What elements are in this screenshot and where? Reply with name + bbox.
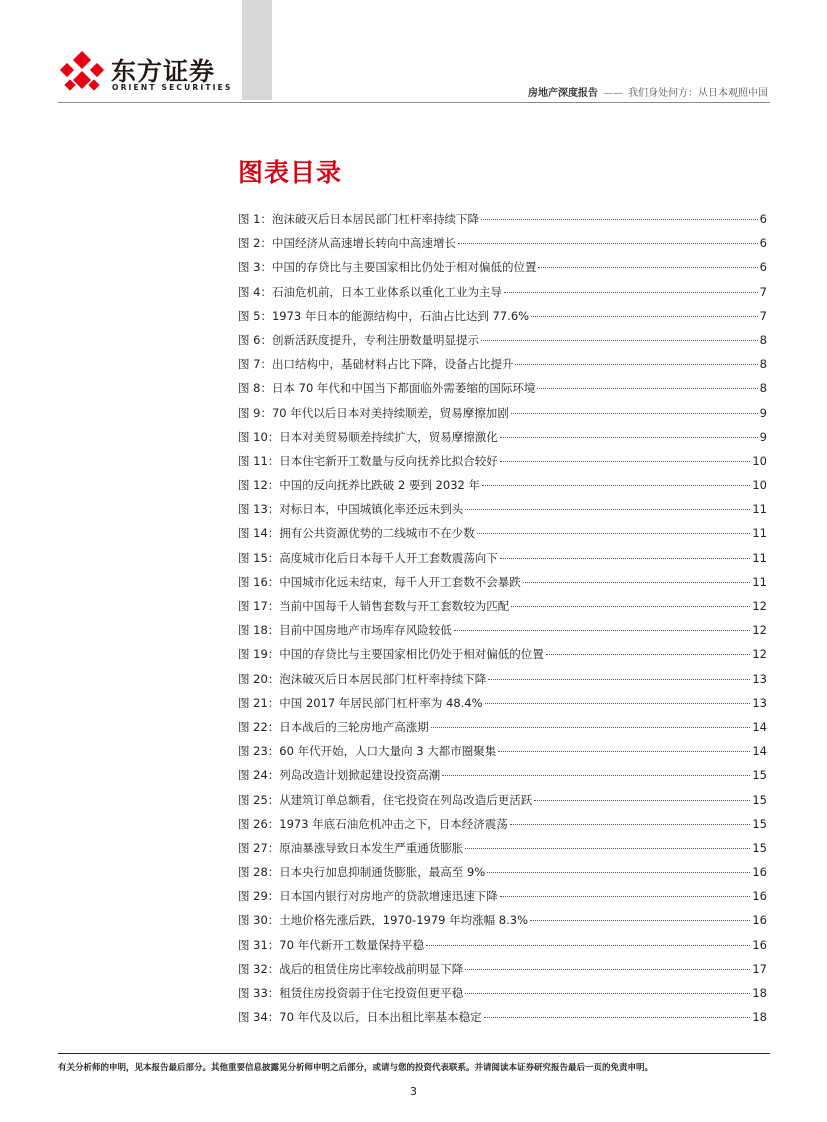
toc-leader-dots — [510, 824, 751, 825]
orient-logo-icon — [58, 50, 106, 96]
header-decor-bar — [242, 0, 272, 100]
toc-item[interactable] — [238, 719, 767, 743]
toc-leader-dots — [530, 920, 750, 921]
toc-item-label: 图 16：中国城市化远未结束，每千人开工套数不会暴跌 — [238, 574, 521, 589]
company-name-en: ORIENT SECURITIES — [112, 83, 233, 92]
title-separator: —— — [603, 88, 623, 99]
toc-leader-dots — [523, 582, 751, 583]
toc-leader-dots — [482, 485, 750, 486]
toc-item-page: 16 — [752, 865, 767, 880]
toc-item-page: 8 — [759, 357, 767, 372]
toc-leader-dots — [484, 1017, 751, 1018]
report-type: 房地产深度报告 — [528, 88, 598, 99]
toc-leader-dots — [500, 437, 758, 438]
toc-item-page: 9 — [759, 429, 767, 444]
toc-item-label: 图 14：拥有公共资源优势的二线城市不在少数 — [238, 526, 475, 541]
toc-leader-dots — [515, 364, 757, 365]
toc-leader-dots — [537, 388, 757, 389]
toc-item-label: 图 19：中国的存贷比与主要国家相比仍处于相对偏低的位置 — [238, 647, 544, 662]
report-title-text: 我们身处何方：从日本观照中国 — [628, 88, 768, 99]
toc-item-label: 图 20：泡沫破灭后日本居民部门杠杆率持续下降 — [238, 671, 487, 686]
toc-item-label: 图 31：70 年代新开工数量保持平稳 — [238, 937, 425, 952]
report-header-title — [528, 84, 768, 99]
toc-item-label: 图 18：目前中国房地产市场库存风险较低 — [238, 623, 452, 638]
toc-item-label: 图 28：日本央行加息抑制通货膨胀，最高至 9% — [238, 865, 486, 880]
toc-item[interactable] — [238, 840, 767, 864]
toc-item-page: 16 — [752, 913, 767, 928]
toc-item-label: 图 27：原油暴涨导致日本发生严重通货膨胀 — [238, 840, 464, 855]
toc-item-label: 图 26：1973 年底石油危机冲击之下，日本经济震荡 — [238, 816, 508, 831]
page-number: 3 — [410, 1085, 417, 1098]
toc-item-page: 6 — [759, 212, 767, 226]
toc-item-label: 图 21：中国 2017 年居民部门杠杆率为 48.4% — [238, 695, 483, 710]
toc-item[interactable] — [238, 477, 767, 501]
toc-item-page: 10 — [752, 453, 767, 468]
toc-leader-dots — [500, 558, 751, 559]
toc-item-label: 图 2：中国经济从高速增长转向中高速增长 — [238, 236, 456, 251]
toc-item[interactable] — [238, 574, 767, 598]
toc-item[interactable] — [238, 937, 767, 961]
toc-item-page: 14 — [752, 744, 767, 759]
toc-item[interactable] — [238, 525, 767, 549]
toc-item-page: 14 — [752, 719, 767, 734]
toc-item-label: 图 17：当前中国每千人销售套数与开工套数较为匹配 — [238, 599, 510, 613]
toc-item-label: 图 25：从建筑订单总额看，住宅投资在列岛改造后更活跃 — [238, 792, 533, 807]
toc-leader-dots — [488, 679, 750, 680]
toc-item-page: 12 — [752, 647, 767, 662]
toc-item-page: 11 — [752, 574, 767, 589]
toc-item-page: 7 — [759, 284, 767, 299]
company-logo — [58, 50, 233, 96]
toc-item[interactable] — [238, 405, 767, 429]
toc-leader-dots — [465, 848, 750, 849]
toc-item-page: 16 — [752, 937, 767, 952]
toc-item[interactable] — [238, 1009, 767, 1033]
toc-item-page: 15 — [752, 816, 767, 831]
toc-item-page: 17 — [752, 961, 767, 976]
toc-item[interactable] — [238, 792, 767, 816]
toc-item-label: 图 5：1973 年日本的能源结构中，石油占比达到 77.6% — [238, 308, 530, 323]
toc-item-label: 图 8：日本 70 年代和中国当下都面临外需萎缩的国际环境 — [238, 381, 536, 396]
toc-item[interactable] — [238, 259, 767, 283]
toc-item-page: 8 — [759, 381, 767, 396]
toc-item[interactable] — [238, 767, 767, 791]
toc-item-label: 图 23：60 年代开始，人口大量向 3 大都市圈聚集 — [238, 744, 497, 759]
toc-item[interactable] — [238, 743, 767, 767]
toc-item-page: 15 — [752, 768, 767, 783]
toc-item-page: 13 — [752, 671, 767, 686]
toc-item-label: 图 30：土地价格先涨后跌，1970-1979 年均涨幅 8.3% — [238, 913, 528, 928]
toc-item-page: 15 — [752, 840, 767, 855]
toc-item-label: 图 1：泡沫破灭后日本居民部门杠杆率持续下降 — [238, 212, 479, 226]
toc-leader-dots — [458, 243, 758, 244]
toc-leader-dots — [500, 461, 751, 462]
toc-leader-dots — [477, 533, 751, 534]
toc-item-page: 16 — [752, 889, 767, 904]
toc-leader-dots — [465, 969, 750, 970]
company-name-cn: 东方证券 — [111, 57, 216, 86]
toc-item-label: 图 11：日本住宅新开工数量与反向抚养比拟合较好 — [238, 453, 498, 468]
toc-leader-dots — [511, 413, 758, 414]
toc-item-page: 7 — [759, 308, 767, 323]
toc-item-page: 11 — [752, 526, 767, 541]
toc-leader-dots — [511, 606, 750, 607]
toc-item-label: 图 13：对标日本，中国城镇化率还远未到头 — [238, 502, 464, 517]
toc-leader-dots — [481, 219, 758, 220]
toc-leader-dots — [431, 727, 751, 728]
toc-item[interactable] — [238, 985, 767, 1009]
toc-leader-dots — [481, 340, 758, 341]
toc-item[interactable] — [238, 646, 767, 670]
toc-item-page: 12 — [752, 623, 767, 638]
toc-item-page: 18 — [752, 1010, 767, 1025]
disclaimer-text: 有关分析师的申明，见本报告最后部分。其他重要信息披露见分析师申明之后部分，或请与您的投资代表联系。并请阅读本证券研究报告最后一页的免责申明。 — [58, 1063, 654, 1073]
toc-item-page: 10 — [752, 478, 767, 493]
toc-item[interactable] — [238, 308, 767, 332]
toc-item-page: 8 — [759, 332, 767, 347]
toc-item[interactable] — [238, 550, 767, 574]
toc-leader-dots — [485, 703, 751, 704]
footer-divider — [58, 1053, 770, 1054]
toc-item[interactable] — [238, 211, 767, 235]
toc-leader-dots — [498, 751, 750, 752]
toc-item-page: 9 — [759, 405, 767, 420]
toc-item-label: 图 24：列岛改造计划掀起建设投资高潮 — [238, 768, 441, 783]
toc-leader-dots — [465, 993, 750, 994]
toc-item-label: 图 22：日本战后的三轮房地产高涨期 — [238, 719, 429, 734]
toc-item-label: 图 4：石油危机前，日本工业体系以重化工业为主导 — [238, 284, 502, 299]
toc-item-label: 图 12：中国的反向抚养比跌破 2 要到 2032 年 — [238, 478, 480, 493]
figure-toc-list — [238, 211, 767, 1033]
header-divider — [58, 102, 770, 103]
toc-item[interactable] — [238, 864, 767, 888]
toc-leader-dots — [454, 630, 751, 631]
toc-item[interactable] — [238, 380, 767, 404]
toc-item-page: 11 — [752, 502, 767, 517]
toc-item-label: 图 3：中国的存贷比与主要国家相比仍处于相对偏低的位置 — [238, 260, 537, 275]
toc-item[interactable] — [238, 429, 767, 453]
toc-item-label: 图 32：战后的租赁住房比率较战前明显下降 — [238, 961, 464, 976]
toc-item[interactable] — [238, 912, 767, 936]
toc-item[interactable] — [238, 284, 767, 308]
toc-item[interactable] — [238, 622, 767, 646]
toc-item[interactable] — [238, 816, 767, 840]
toc-item-page: 18 — [752, 986, 767, 1000]
toc-leader-dots — [442, 775, 750, 776]
toc-item-page: 13 — [752, 695, 767, 710]
toc-leader-dots — [487, 872, 750, 873]
toc-item-label: 图 9：70 年代以后日本对美持续顺差，贸易摩擦加剧 — [238, 405, 509, 420]
toc-item[interactable] — [238, 235, 767, 259]
toc-item-page: 12 — [752, 599, 767, 613]
toc-item[interactable] — [238, 501, 767, 525]
toc-item-page: 6 — [759, 260, 767, 275]
toc-item-page: 11 — [752, 550, 767, 565]
toc-item-label: 图 7：出口结构中，基础材料占比下降，设备占比提升 — [238, 357, 514, 372]
toc-leader-dots — [465, 509, 750, 510]
toc-item-page: 6 — [759, 236, 767, 251]
toc-leader-dots — [534, 800, 750, 801]
toc-leader-dots — [504, 292, 758, 293]
toc-item[interactable] — [238, 671, 767, 695]
toc-item[interactable] — [238, 888, 767, 912]
toc-item-label: 图 33：租赁住房投资弱于住宅投资但更平稳 — [238, 986, 464, 1000]
toc-item[interactable] — [238, 598, 767, 622]
toc-item-label: 图 29：日本国内银行对房地产的贷款增速迅速下降 — [238, 889, 498, 904]
toc-item-label: 图 10：日本对美贸易顺差持续扩大，贸易摩擦激化 — [238, 429, 498, 444]
toc-item[interactable] — [238, 453, 767, 477]
toc-leader-dots — [546, 654, 751, 655]
toc-leader-dots — [531, 316, 758, 317]
toc-item-label: 图 6：创新活跃度提升，专利注册数量明显提示 — [238, 332, 479, 347]
toc-item-page: 15 — [752, 792, 767, 807]
toc-item[interactable] — [238, 332, 767, 356]
toc-leader-dots — [538, 267, 757, 268]
toc-item-label: 图 34：70 年代及以后，日本出租比率基本稳定 — [238, 1010, 482, 1025]
toc-item[interactable] — [238, 695, 767, 719]
toc-item-label: 图 15：高度城市化后日本每千人开工套数震荡向下 — [238, 550, 498, 565]
toc-leader-dots — [500, 896, 751, 897]
toc-item[interactable] — [238, 356, 767, 380]
toc-heading: 图表目录 — [238, 158, 343, 187]
toc-leader-dots — [426, 945, 750, 946]
toc-item[interactable] — [238, 961, 767, 985]
